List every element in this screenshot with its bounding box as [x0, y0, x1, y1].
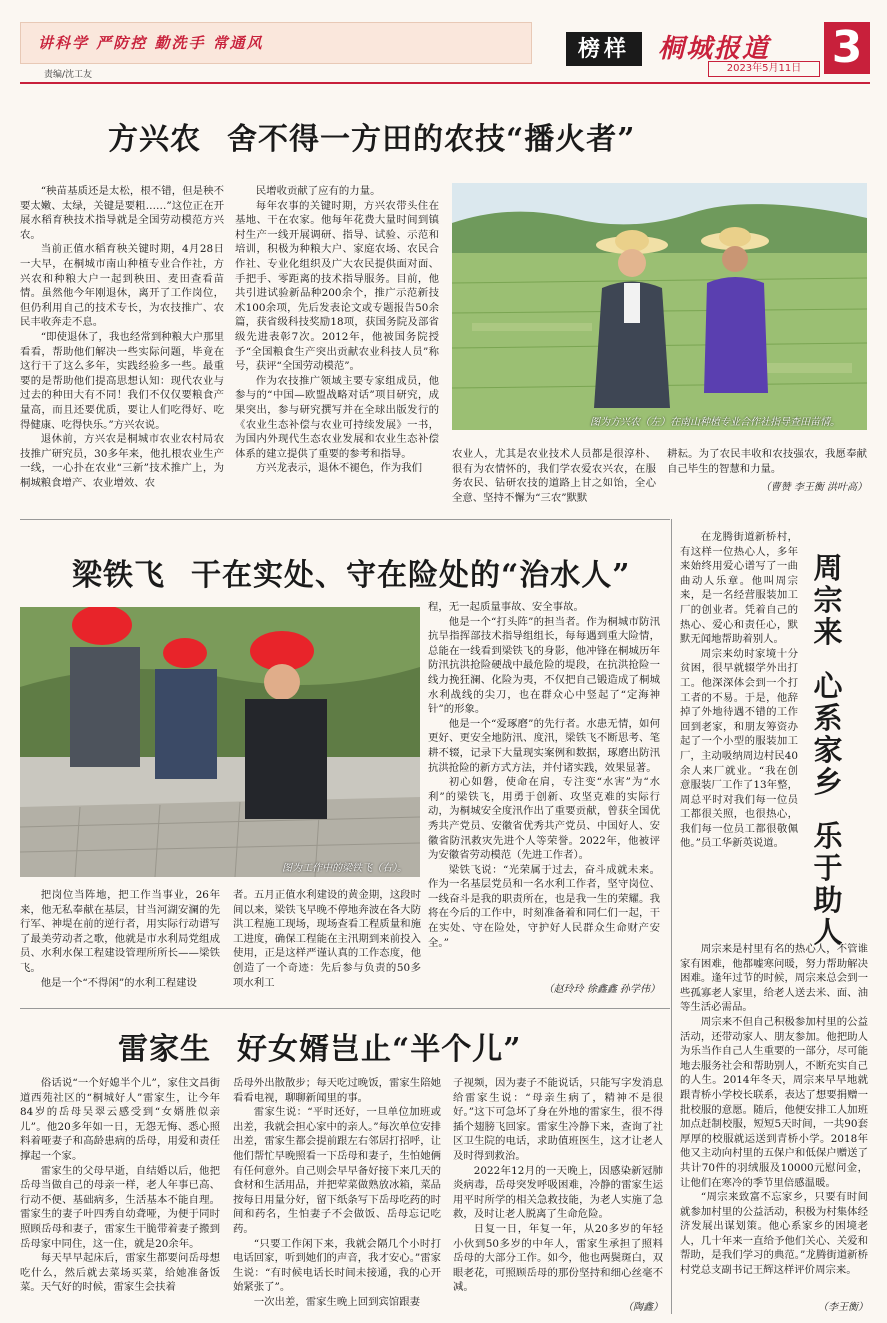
- article1-column-2: [235, 184, 439, 506]
- paragraph: 方兴龙表示，退休不褪色，作为我们: [255, 462, 423, 475]
- article1-column-1: [20, 184, 224, 506]
- headline-char: 宗: [813, 583, 843, 617]
- publication-date: 2023年5月11日: [708, 61, 820, 77]
- article2-headline: [72, 550, 631, 594]
- paragraph: 周宗来幼时家境十分贫困，很早就辍学外出打工。他深深体会到一个打工者的不易。于是，他辞掉了外地待遇不错的工作回到老家，和朋友筹资办起了一个小型的服装加工厂，主动吸纳周边村民40余人来厂就业。“我在创意服装厂工作了13年整，周总平时对我们每一位员工都很关照，也很热心，我们每一位员工都很敬佩他。”员工华新英说道。: [680, 647, 798, 850]
- article3-name: 雷家生: [118, 1032, 211, 1067]
- editor-credit: 责编/沈工友: [44, 70, 93, 80]
- article1-column-3: [452, 447, 656, 507]
- paragraph: 2022年12月的一天晚上，因感染新冠肺炎病毒，岳母突发呼吸困难，冷静的雷家生运用平时所学的相关急救技能，为老人实施了急救，及时让老人脱离了生命危险。: [453, 1164, 663, 1221]
- article2-byline: （赵玲玲 徐鑫鑫 孙学伟）: [543, 984, 660, 995]
- article-divider: [20, 1008, 670, 1009]
- article1-byline: （曹赞 李王衡 洪叶高）: [760, 482, 867, 493]
- headline-char: 助: [813, 883, 843, 917]
- article4-vertical-headline: [810, 552, 846, 948]
- paragraph: 初心如磐，使命在肩，专注变“水害”为“水利”的梁铁飞，用勇于创新、攻坚克难的实际行动，为桐城安全度汛作出了重要贡献，曾获全国优秀共产党员、安徽省优秀共产党员、中国好人、安徽省防汛救灾先进个人等荣誉。2022年，他被评为安徽省劳动模范（先进工作者）。: [428, 776, 660, 862]
- article1-title: 舍不得一方田的农技“播火者”: [227, 122, 636, 157]
- article2-photo: [20, 607, 420, 877]
- article2-photo-caption: 图为工作中的梁铁飞（右）。: [282, 863, 407, 874]
- paragraph: 周宗来不但自己积极参加村里的公益活动，还带动家人、朋友参加。他把助人为乐当作自己人生重要的一部分，尽可能地去服务社会和帮助别人，不断充实自己的人生。2014年冬天，周宗来早早地就跟青桥小学校长联系，表达了想要捐赠一批校服的意愿。随后，他便安排工人加班加点赶制校服，短短5天时间，一共90套厚厚的校服就运送到青桥小学。2018年他又主动向村里的五保户和低保户赠送了共计70件的羽绒服及10000元慰问金，让他们在寒冷的季节里倍感温暖。: [680, 1015, 868, 1189]
- column-divider: [671, 519, 672, 1314]
- paragraph: 者。五月正值水利建设的黄金期，这段时间以来，梁铁飞早晚不停地奔波在各大防洪工程施工现场，现场查看工程质量和施工进度，确保工程能在主汛期到来前投入使用，正是这样严谨认真的工作态度，他创造了一个奇迹：先后参与负责的50多项水利工: [233, 889, 421, 989]
- paragraph: 作为农技推广领域主要专家组成员，他参与的“中国—欧盟战略对话”项目研究，成果突出，参与研究撰写并在全球出版发行的《农业生态补偿与农业可持续发展》一书，为国内外现代生态农业发展和农业生态补偿体系的建立提供了重要的参考和指导。: [235, 374, 439, 460]
- article1-headline: [108, 114, 636, 158]
- paragraph: 把岗位当阵地，把工作当事业，26年来，他无私奉献在基层，甘当河湖安澜的先行军、神堤在前的逆行者，用实际行动谱写了最美劳动者之歌，他就是市水利局党组成员、水利水保工程建设管理所所长——梁铁飞。: [20, 889, 220, 974]
- article3-title: 好女婿岂止“半个儿”: [237, 1032, 522, 1067]
- headline-char: 于: [813, 851, 843, 885]
- paragraph: 子视频，因为妻子不能说话，只能写字发消息给雷家生说：“母亲生病了，精神不是很好。”这下可急坏了身在外地的雷家生，很不得插个翅膀飞回家。雷家生冷静下来，查询了社区卫生院的电话，求助值班医生，这才让老人及时得到救治。: [453, 1077, 663, 1162]
- article2-column-2: [233, 888, 421, 1000]
- paragraph: 俗话说“一个好媳半个儿”，家住文昌街道西苑社区的“桐城好人”雷家生，让今年84岁的岳母吴翠云感受到“女婿胜似亲儿”。他20多年如一日，无怨无悔、悉心照料着哑妻子和高龄患病的岳母，用爱和责任撑起一个家。: [20, 1077, 220, 1162]
- headline-char: 家: [813, 733, 843, 767]
- article3-column-1: [20, 1076, 220, 1314]
- paragraph: 周宗来是村里有名的热心人，不管谁家有困难，他都嘘寒问暖，努力帮助解决困难。逢年过节的时候，周宗来总会到一些孤寡老人家里，给老人送去米、面、油等生活必需品。: [680, 943, 868, 1014]
- headline-gap: [810, 798, 846, 820]
- article2-title: 干在实处、守在险处的“治水人”: [191, 558, 631, 593]
- paragraph: “周宗来致富不忘家乡，只要有时间就参加村里的公益活动，积极为村集体经济发展出谋划策。他心系家乡的困境老人，几十年来一直给予他们关心、关爱和帮助，是我们学习的典范。”龙腾街道新桥村党总支副书记王辉这样评价周宗来。: [680, 1191, 868, 1277]
- paragraph: 耕耘。为了农民丰收和农技强农，我愿奉献自己毕生的智慧和力量。: [667, 448, 867, 475]
- header-rule: [20, 82, 870, 84]
- page-number: 3: [824, 22, 870, 74]
- paragraph: 他是一个“不得闲”的水利工程建设: [40, 976, 197, 989]
- article1-column-4: [667, 447, 867, 477]
- paragraph: 他是一个“爱琢磨”的先行者。水患无情，如何更好、更安全地防汛、度汛，梁铁飞不断思考、笔耕不辍，记录下大量现实案例和数据，琢磨出防汛抗洪抢险的新方式方法，并付诸实践，效果显著。: [428, 717, 660, 774]
- article-divider: [20, 519, 670, 520]
- article2-name: 梁铁飞: [72, 558, 165, 593]
- paragraph: “只要工作闲下来，我就会隔几个小时打电话回家，听到她们的声音，我才安心。”雷家生说：“有时候电话长时间未接通，我的心开始紧张了”。: [233, 1237, 441, 1294]
- article4-column-wide: [680, 942, 868, 1294]
- paragraph: 一次出差，雷家生晚上回到宾馆跟妻: [253, 1295, 421, 1308]
- headline-char: 乡: [813, 765, 843, 799]
- paragraph: 岳母外出散散步；每天吃过晚饭，雷家生陪她看看电视，聊聊新闻里的事。: [233, 1077, 441, 1104]
- paragraph: 退休前，方兴农是桐城市农业农村局农技推广研究员，30多年来，他扎根农业生产一线，一心扑在农业“三新”技术推广上，为桐城粮食增产、农业增效、农: [20, 433, 224, 489]
- slogan-text: 讲科学 严防控 勤洗手 常通风: [38, 34, 264, 52]
- headline-char: 乐: [813, 819, 843, 853]
- headline-char: 心: [813, 669, 843, 703]
- article3-column-3: [453, 1076, 663, 1298]
- farm-field-illustration: [452, 183, 867, 430]
- paragraph: 程，无一起质量事故、安全事故。: [428, 601, 584, 613]
- article1-photo-caption: 图为方兴农（左）在南山种植专业合作社指导查田苗情。: [590, 417, 840, 428]
- paragraph: 雷家生说：“平时还好，一旦单位加班或出差，我就会担心家中的亲人。”每次单位安排出差，雷家生都会提前跟左右邻居打招呼，让他们帮忙早晚照看一下岳母和妻子，生怕她俩有任何意外。自己则会早早备好接下来几天的食材和生活用品，并把荤菜做熟放冰箱，菜品按每日用量分好，留下纸条写下岳母吃药的时间和药名，生怕妻子不会做饭、岳母忘记吃药。: [233, 1106, 441, 1235]
- article4-byline: （李王衡）: [818, 1302, 868, 1313]
- paragraph: 农业人，尤其是农业技术人员都是很淳朴、很有为农情怀的，我们学农爱农兴农，在服务农民、钻研农技的道路上甘之如饴，全心全意、坚持不懈为“三农”默默: [452, 448, 656, 504]
- article3-column-2: [233, 1076, 441, 1314]
- article4-column-narrow: [680, 530, 798, 938]
- paragraph: 他是一个“打头阵”的担当者。作为桐城市防汛抗旱指挥部技术指导组组长，每每遇到重大险情，总能在一线看到梁铁飞的身影，他冲锋在桐城历年防汛抗洪抢险硬战中最危险的堤段，在抗洪抢险一线力挽狂澜、化险为夷，不仅把自己锻造成了桐城水利战线的尖刀，也在群众心中竖起了“定海神针”的形象。: [428, 615, 660, 716]
- article2-column-3: [428, 600, 660, 978]
- newspaper-masthead: 桐城报道: [658, 34, 771, 64]
- paragraph: 每年农事的关键时期，方兴农带头住在基地、干在农家。他每年花费大量时间到镇村生产一线开展调研、指导、试验、示范和培训，积极为种粮大户、家庭农场、农民合作社、专业化组织及广大农民提供面对面、手把手、零距离的技术指导服务。目前，他共引进试验新品种200余个，推广示范新技术100余项，先后发表论文或专题报告50余篇，获省级科技奖励18项，获国务院及部省级先进表彰7次。2012年，他被国务院授予“全国粮食生产突出贡献农业科技人员”称号，获评“全国劳动模范”。: [235, 199, 439, 373]
- paragraph: 每天早早起床后，雷家生都要问岳母想吃什么，然后就去菜场买菜，给她准备饭菜。天气好的时候，雷家生会扶着: [20, 1252, 220, 1294]
- paragraph: “即使退休了，我也经常到种粮大户那里看看，帮助他们解决一些实际问题，毕竟在这行干了这么多年，实践经验多一些。最重要的是帮助他们提高思想认知：现代农业与过去的种田大有不同！我们不仅仅要粮食产量高，而且还要优质，要让人们吃得好、吃得健康、吃得快乐。”方兴农说。: [20, 330, 224, 431]
- article2-column-1: [20, 888, 220, 1000]
- article3-headline: [118, 1024, 522, 1068]
- headline-char: 来: [813, 615, 843, 649]
- paragraph: “秧苗基质还是太松，根不错，但是秧不要太嫩、太绿，关键是要粗……”这位正在开展水稻育秧技术指导就是全国劳动模范方兴农。: [20, 185, 224, 241]
- paragraph: 在龙腾街道新桥村，有这样一位热心人，多年来始终用爱心谱写了一曲曲动人乐章。他叫周宗来，是一名经营服装加工厂的创业者。凭着自己的热心、爱心和责任心，默默无闻地帮助着别人。: [680, 531, 798, 646]
- article3-byline: （陶鑫）: [623, 1302, 663, 1313]
- article1-photo: [452, 183, 867, 430]
- headline-char: 系: [813, 701, 843, 735]
- section-label: 榜样: [566, 32, 642, 66]
- headline-gap: [810, 648, 846, 670]
- paragraph: 日复一日，年复一年，从20多岁的年轻小伙到50多岁的中年人，雷家生承担了照料岳母的大部分工作。如今，他也两鬓斑白，双眼老花，可照顾岳母的那份坚持和细心丝毫不减。: [453, 1222, 663, 1294]
- paragraph: 梁铁飞说：“光荣属于过去，奋斗成就未来。作为一名基层党员和一名水利工作者，坚守岗位、一线奋斗是我的职责所在，也是我一生的荣耀。我将在今后的工作中，时刻准备着和同仁们一起，干在实处、守在险处，守护好人民群众生命财产安全。”: [428, 863, 660, 949]
- article1-name: 方兴农: [108, 122, 201, 157]
- paragraph: 当前正值水稻育秧关键时期，4月28日一大早，在桐城市南山种植专业合作社，方兴农和种粮大户一起到秧田、麦田查看苗情。虽然他今年刚退休，离开了工作岗位，但仍利用自己的技术专长，为农技推广、农民丰收奔走不息。: [20, 243, 224, 329]
- flood-site-illustration: [20, 607, 420, 877]
- paragraph: 雷家生的父母早逝，自结婚以后，他把岳母当做自己的母亲一样，老人年事已高、行动不便、基础病多，生活基本不能自理。雷家生的妻子叶四秀自幼聋哑，为便于同时照顾岳母和妻子，雷家生干脆带着妻子搬到岳母家中同住，这一住，就是20余年。: [20, 1164, 220, 1250]
- headline-char: 周: [813, 551, 843, 585]
- paragraph: 民增收贡献了应有的力量。: [255, 185, 381, 197]
- headline-char: 人: [813, 915, 843, 949]
